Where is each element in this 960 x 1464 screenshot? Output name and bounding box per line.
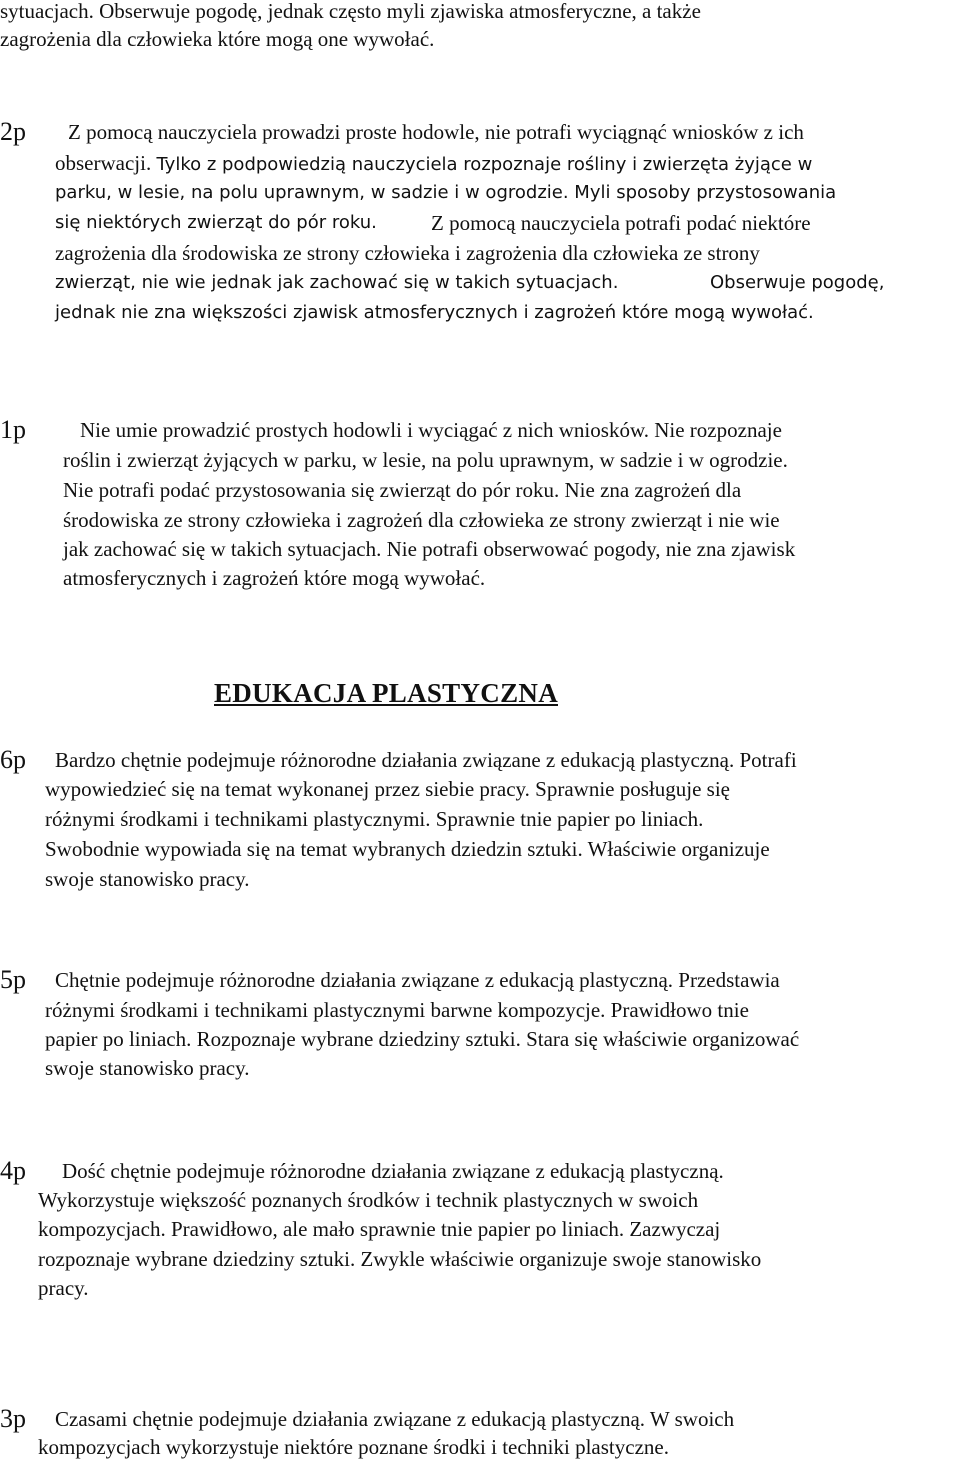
grade-1p-line-1: Nie umie prowadzić prostych hodowli i wyciągać z nich wniosków. Nie rozpoznaje	[80, 418, 782, 442]
grade-2p-line-4a: się niektórych zwierząt do pór roku.	[55, 212, 377, 233]
intro-line-1: sytuacjach. Obserwuje pogodę, jednak często myli zjawiska atmosferyczne, a także	[0, 0, 701, 23]
intro-line-2: zagrożenia dla człowieka które mogą one wywołać.	[0, 27, 435, 51]
grade-2p-line-6b: Obserwuje pogodę,	[710, 272, 885, 293]
grade-label-1p: 1p	[0, 415, 26, 444]
grade-1p-line-3: Nie potrafi podać przystosowania się zwierząt do pór roku. Nie zna zagrożeń dla	[63, 478, 742, 502]
grade-6p-line-5: swoje stanowisko pracy.	[45, 867, 250, 891]
grade-1p-line-6: atmosferycznych i zagrożeń które mogą wywołać.	[63, 566, 486, 590]
grade-3p-line-2: kompozycjach wykorzystuje niektóre poznane środki i techniki plastyczne.	[38, 1435, 669, 1459]
grade-6p-line-1: Bardzo chętnie podejmuje różnorodne działania związane z edukacją plastyczną. Potrafi	[55, 748, 797, 772]
grade-4p-line-3: kompozycjach. Prawidłowo, ale mało sprawnie tnie papier po liniach. Zazwyczaj	[38, 1217, 721, 1241]
grade-1p-line-5: jak zachować się w takich sytuacjach. Nie potrafi obserwować pogody, nie zna zjawisk	[63, 537, 796, 561]
grade-3p-line-1: Czasami chętnie podejmuje działania związane z edukacją plastyczną. W swoich	[55, 1407, 735, 1431]
grade-6p-line-2: wypowiedzieć się na temat wykonanej przez siebie pracy. Sprawnie posługuje się	[45, 777, 730, 801]
grade-label-6p: 6p	[0, 745, 26, 774]
grade-1p-line-2: roślin i zwierząt żyjących w parku, w lesie, na polu uprawnym, w sadzie i w ogrodzie.	[63, 448, 788, 472]
grade-5p-line-2: różnymi środkami i technikami plastycznymi barwne kompozycje. Prawidłowo tnie	[45, 998, 749, 1022]
grade-2p-line-2a: obserwacji.	[55, 151, 152, 175]
grade-4p-line-1: Dość chętnie podejmuje różnorodne działania związane z edukacją plastyczną.	[62, 1159, 724, 1183]
section-heading: EDUKACJA PLASTYCZNA	[214, 678, 558, 708]
grade-label-5p: 5p	[0, 965, 26, 994]
grade-2p-line-1: Z pomocą nauczyciela prowadzi proste hodowle, nie potrafi wyciągnąć wniosków z ich	[68, 120, 804, 144]
grade-1p-line-4: środowiska ze strony człowieka i zagrożeń dla człowieka ze strony zwierząt i nie wie	[63, 508, 780, 532]
grade-4p-line-2: Wykorzystuje większość poznanych środków i technik plastycznych w swoich	[38, 1188, 699, 1212]
grade-2p-line-2	[55, 148, 812, 180]
grade-label-4p: 4p	[0, 1156, 26, 1185]
grade-5p-line-4: swoje stanowisko pracy.	[45, 1056, 250, 1080]
grade-2p-line-4b: Z pomocą nauczyciela potrafi podać niektóre	[431, 211, 811, 235]
grade-4p-line-4: rozpoznaje wybrane dziedziny sztuki. Zwykle właściwie organizuje swoje stanowisko	[38, 1247, 762, 1271]
grade-2p-line-7: jednak nie zna większości zjawisk atmosferycznych i zagrożeń które mogą wywołać.	[55, 302, 814, 323]
grade-2p-line-6a: zwierząt, nie wie jednak jak zachować się w takich sytuacjach.	[55, 272, 619, 293]
grade-2p-line-2b: Tylko z podpowiedzią nauczyciela rozpoznaje rośliny i zwierzęta żyjące w	[156, 154, 813, 175]
grade-5p-line-1: Chętnie podejmuje różnorodne działania związane z edukacją plastyczną. Przedstawia	[55, 968, 780, 992]
grade-4p-line-5: pracy.	[38, 1276, 89, 1300]
grade-6p-line-4: Swobodnie wypowiada się na temat wybranych dziedzin sztuki. Właściwie organizuje	[45, 837, 770, 861]
grade-label-2p: 2p	[0, 117, 26, 146]
grade-6p-line-3: różnymi środkami i technikami plastycznymi. Sprawnie tnie papier po liniach.	[45, 807, 704, 831]
grade-label-3p: 3p	[0, 1404, 26, 1433]
grade-2p-line-5: zagrożenia dla środowiska ze strony człowieka i zagrożenia dla człowieka ze strony	[55, 241, 760, 265]
grade-5p-line-3: papier po liniach. Rozpoznaje wybrane dziedziny sztuki. Stara się właściwie organizować	[45, 1027, 800, 1051]
grade-2p-line-3: parku, w lesie, na polu uprawnym, w sadzie i w ogrodzie. Myli sposoby przystosowania	[55, 182, 837, 203]
